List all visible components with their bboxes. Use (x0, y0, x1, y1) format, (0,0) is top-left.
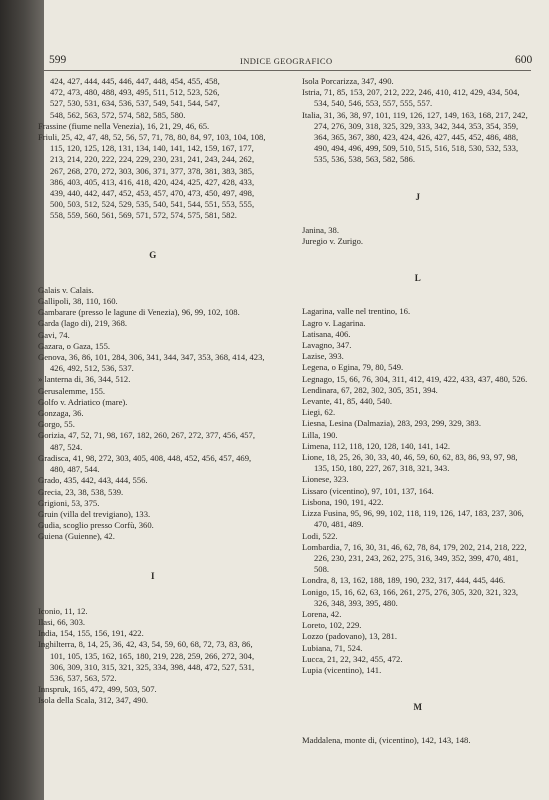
index-entry: Gambarare (presso le lagune di Venezia), 96, 99, 102, 108. (38, 307, 240, 318)
index-entry: Legena, o Egina, 79, 80, 549. (302, 362, 404, 373)
index-entry: Loreto, 102, 229. (302, 620, 362, 631)
index-entry: Gazara, o Gaza, 155. (38, 340, 111, 351)
index-entry: Londra, 8, 13, 162, 188, 189, 190, 232, 317, 444, 445, 446. (302, 575, 506, 586)
index-entry: Lodi, 522. (302, 530, 338, 541)
index-entry: Gruin (villa del trevigiano), 133. (38, 508, 151, 519)
index-entry: Liegi, 62. (302, 407, 336, 418)
index-entry: Lagarina, valle nel trentino, 16. (302, 306, 411, 317)
index-entry: Gorizia, 47, 52, 71, 98, 167, 182, 260, 267, 272, 377, 456, 457, 487, 524. (38, 430, 255, 452)
continued-line: 527, 530, 531, 634, 536, 537, 549, 541, 544, 547, (50, 98, 220, 109)
index-entry: Lendinara, 67, 282, 302, 305, 351, 394. (302, 384, 438, 395)
index-entry: Lagro v. Lagarina. (302, 317, 366, 328)
index-entry: Lisbona, 190, 191, 422. (302, 496, 384, 507)
index-entry: Genova, 36, 86, 101, 284, 306, 341, 344, 347, 353, 368, 414, 423, 426, 492, 512, 536, 537. (38, 352, 265, 374)
index-entry: Lavagno, 347. (302, 340, 352, 351)
index-entry: Liesna, Lesina (Dalmazia), 283, 293, 299, 329, 383. (302, 418, 481, 429)
index-entry: Frassine (fiume nella Venezia), 16, 21, 29, 46, 65. (38, 120, 210, 131)
index-entry: Legnago, 15, 66, 76, 304, 311, 412, 419, 422, 433, 437, 480, 526. (302, 373, 528, 384)
index-entry: Gavi, 74. (38, 329, 70, 340)
index-entry: Lucca, 21, 22, 342, 455, 472. (302, 653, 403, 664)
index-entry: Juregio v. Zurigo. (302, 236, 364, 247)
index-entry: Lorena, 42. (302, 608, 342, 619)
index-entry: Friuli, 25, 42, 47, 48, 52, 56, 57, 71, 78, 80, 84, 97, 103, 104, 108, 115, 120, 125, 128, 131, 134, 140, 141, 142, 159, 167, 177, 213, 214, 220, 222, 224, 229, 230, 231, 241, 243, 244, 262, 267, 268, 270, 272, 303, 306, 371, 377, 378, 381, 383, 385, 386, 403, 405, 413, 416, 418, 420, 424, 425, 427, 428, 433, 439, 440, 442, 447, 452, 453, 457, 470, 473, 450, 497, 498, 500, 503, 512, 524, 529, 535, 540, 541, 544, 551, 553, 555, 558, 559, 560, 561, 569, 571, 572, 574, 575, 581, 582. (38, 132, 266, 221)
index-entry: Limena, 112, 118, 120, 128, 140, 141, 142. (302, 440, 451, 451)
index-entry: Lionese, 323. (302, 474, 349, 485)
continued-line: 472, 473, 480, 488, 493, 495, 511, 512, 523, 526, (50, 87, 220, 98)
page-title: INDICE GEOGRAFICO (240, 56, 333, 66)
section-letter-l: L (414, 273, 422, 284)
continued-entry (38, 76, 268, 121)
index-entry: Lione, 18, 25, 26, 30, 33, 40, 46, 59, 60, 62, 83, 86, 93, 97, 98, 135, 150, 180, 227, 267, 318, 321, 343. (302, 452, 518, 474)
index-entry: Gudia, scoglio presso Corfù, 360. (38, 520, 154, 531)
index-entry: India, 154, 155, 156, 191, 422. (38, 628, 144, 639)
index-entry: Galais v. Calais. (38, 284, 94, 295)
page-number-left: 599 (49, 54, 67, 66)
index-entry: Grigioni, 53, 375. (38, 497, 100, 508)
index-entry: Gallipoli, 38, 110, 160. (38, 296, 118, 307)
index-entry: Maddalena, monte di, (vicentino), 142, 143, 148. (302, 735, 471, 746)
index-entry: Innspruk, 165, 472, 499, 503, 507. (38, 684, 157, 695)
index-entry: Garda (lago di), 219, 368. (38, 318, 128, 329)
index-entry: Lombardia, 7, 16, 30, 31, 46, 62, 78, 84, 179, 202, 214, 218, 222, 226, 230, 231, 243, 262, 275, 316, 349, 352, 399, 470, 481, 508. (302, 541, 527, 575)
index-entry: Grado, 435, 442, 443, 444, 556. (38, 475, 148, 486)
index-entry: Isola Porcarizza, 347, 490. (302, 76, 394, 86)
index-entry: Iconio, 11, 12. (38, 605, 88, 616)
index-entry: Lizza Fusina, 95, 96, 99, 102, 118, 119, 126, 147, 183, 237, 306, 470, 481, 489. (302, 508, 524, 530)
index-subentry: » lanterna di, 36, 344, 512. (38, 374, 131, 385)
continued-line: 548, 562, 563, 572, 574, 582, 585, 580. (50, 109, 186, 120)
page-number-right: 600 (515, 54, 533, 66)
section-letter-i: I (150, 570, 155, 581)
running-head (0, 54, 549, 68)
section-letter-m: M (413, 702, 423, 713)
section-letter-j: J (415, 191, 421, 202)
index-entry: Lazise, 393. (302, 351, 344, 362)
index-entry: Isola della Scala, 312, 347, 490. (38, 695, 149, 706)
index-entry: Inghilterra, 8, 14, 25, 36, 42, 43, 54, 59, 60, 68, 72, 73, 83, 86, 101, 105, 135, 162, 165, 180, 219, 228, 259, 266, 272, 304, 306, 309, 310, 315, 321, 325, 334, 398, 448, 472, 527, 531, 536, 537, 563, 572. (38, 639, 255, 683)
index-entry: Lilla, 190. (302, 429, 338, 440)
left-column (38, 76, 268, 707)
index-entry: Lonigo, 15, 16, 62, 63, 166, 261, 275, 276, 305, 320, 321, 323, 326, 348, 393, 395, 480. (302, 586, 519, 608)
book-page (38, 0, 549, 800)
index-entry: Latisana, 406. (302, 328, 351, 339)
index-entry: Grecia, 23, 38, 538, 539. (38, 486, 124, 497)
index-entry: Gerusalemme, 155. (38, 385, 106, 396)
index-entry: Guiena (Guienne), 42. (38, 531, 115, 542)
continued-line: 424, 427, 444, 445, 446, 447, 448, 454, 455, 458, (50, 76, 220, 86)
index-entry: Gorgo, 55. (38, 419, 75, 430)
index-entry: Lissaro (vicentino), 97, 101, 137, 164. (302, 485, 434, 496)
index-entry: Lozzo (padovano), 13, 281. (302, 631, 397, 642)
index-entry: Italia, 31, 36, 38, 97, 101, 119, 126, 127, 149, 163, 168, 217, 242, 274, 276, 309, 318, 325, 329, 333, 342, 344, 353, 354, 359, 364, 365, 367, 380, 423, 424, 426, 427, 445, 452, 486, 488, 490, 494, 496, 499, 509, 510, 515, 516, 518, 530, 532, 533, 535, 536, 538, 563, 582, 586. (302, 109, 528, 165)
index-entry: Ilasi, 66, 303. (38, 616, 86, 627)
header-rule (44, 70, 531, 71)
right-column (302, 76, 534, 747)
index-entry: Levante, 41, 85, 440, 540. (302, 396, 392, 407)
index-entry: Janina, 38. (302, 224, 339, 235)
index-entry: Lupia (vicentino), 141. (302, 664, 382, 675)
index-entry: Golfo v. Adriatico (mare). (38, 396, 128, 407)
index-entry: Istria, 71, 85, 153, 207, 212, 222, 246, 410, 412, 429, 434, 504, 534, 540, 546, 553, 557, 555, 557. (302, 87, 520, 109)
index-entry: Gradisca, 41, 98, 272, 303, 405, 408, 448, 452, 456, 457, 469, 480, 487, 544. (38, 452, 252, 475)
index-entry: Lubiana, 71, 524. (302, 642, 363, 653)
index-entry: Gonzaga, 36. (38, 408, 84, 419)
section-letter-g: G (149, 249, 157, 260)
